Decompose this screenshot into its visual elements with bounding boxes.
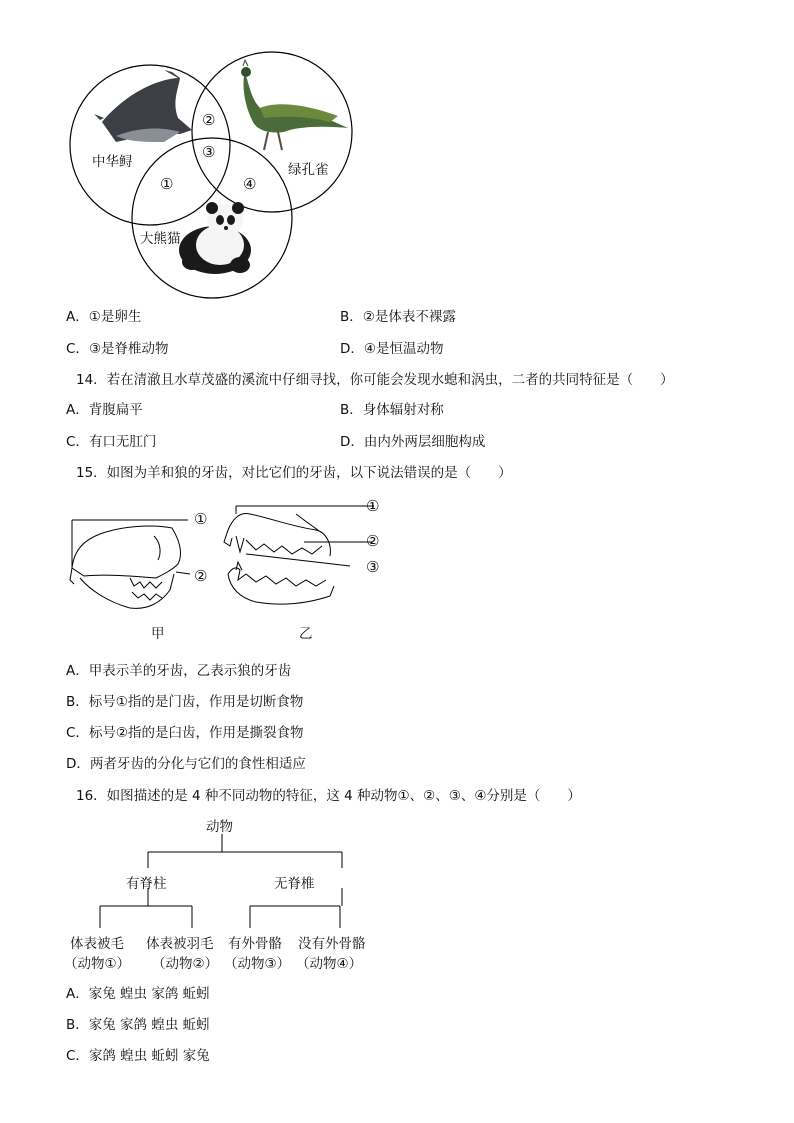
option-letter: C．: [66, 1048, 89, 1064]
q15-stem: 15．如图为羊和狼的牙齿，对比它们的牙齿，以下说法错误的是（ ）: [76, 465, 512, 481]
venn-diagram: [60, 50, 360, 300]
venn-region-3: ③: [202, 143, 216, 161]
wolf-mark-2: ②: [366, 532, 380, 550]
option-text: 标号①指的是门齿，作用是切断食物: [88, 694, 304, 710]
tree-root: 动物: [206, 819, 233, 835]
q13-option-b[interactable]: [340, 305, 456, 325]
option-letter: D．: [340, 341, 364, 357]
option-text: ③是脊椎动物: [88, 341, 169, 357]
option-letter: C．: [66, 434, 89, 450]
classification-tree: [60, 812, 400, 972]
option-letter: A．: [66, 663, 89, 679]
option-text: 由内外两层细胞构成: [363, 434, 486, 450]
option-text: 两者牙齿的分化与它们的食性相适应: [89, 756, 306, 772]
option-text: ①是卵生: [88, 309, 142, 325]
wolf-skull: [224, 506, 374, 604]
option-text: 家兔 蝗虫 家鸽 蚯蚓: [88, 986, 210, 1002]
tree-leaf-4-trait: 没有外骨骼: [298, 936, 366, 952]
teeth-svg: [60, 490, 400, 650]
tree-leaf-3-animal: （动物③）: [224, 956, 291, 972]
venn-region-4: ④: [243, 175, 257, 193]
option-letter: B．: [340, 309, 363, 325]
option-letter: B．: [66, 1017, 89, 1033]
sheep-skull: [70, 520, 190, 608]
option-letter: C．: [66, 725, 89, 741]
option-text: ④是恒温动物: [363, 341, 444, 357]
q15-option-a[interactable]: [66, 659, 291, 679]
option-text: 标号②指的是臼齿，作用是撕裂食物: [88, 725, 304, 741]
option-letter: B．: [340, 402, 363, 418]
option-letter: C．: [66, 341, 89, 357]
panda-image: [179, 202, 251, 274]
option-text: 身体辐射对称: [362, 402, 444, 418]
q14-stem: 14．若在清澈且水草茂盛的溪流中仔细寻找，你可能会发现水螅和涡虫，二者的共同特征是（ ）: [76, 372, 674, 388]
tree-invertebrate: 无脊椎: [274, 876, 315, 892]
option-text: 家兔 家鸽 蝗虫 蚯蚓: [88, 1017, 210, 1033]
q14-option-b[interactable]: [340, 398, 444, 418]
venn-label-sturgeon: 中华鲟: [92, 154, 133, 170]
q13-option-c[interactable]: [66, 337, 169, 357]
peacock-image: [241, 60, 348, 150]
q14-option-a[interactable]: [66, 398, 143, 418]
option-letter: A．: [66, 402, 89, 418]
wolf-label: 乙: [299, 626, 313, 642]
teeth-figure: [60, 490, 400, 650]
option-letter: B．: [66, 694, 89, 710]
tree-leaf-1-animal: （动物①）: [64, 956, 131, 972]
q16-option-a[interactable]: [66, 982, 210, 1002]
q16-option-c[interactable]: [66, 1044, 210, 1064]
venn-region-1: ①: [160, 175, 174, 193]
wolf-mark-3: ③: [366, 558, 380, 576]
option-text: ②是体表不裸露: [362, 309, 456, 325]
tree-leaf-2-trait: 体表被羽毛: [146, 936, 214, 952]
q15-option-b[interactable]: [66, 690, 303, 710]
q15-option-c[interactable]: [66, 721, 304, 741]
q16-stem: 16．如图描述的是 4 种不同动物的特征，这 4 种动物①、②、③、④分别是（ ）: [76, 788, 581, 804]
venn-label-peacock: 绿孔雀: [288, 162, 329, 178]
venn-region-2: ②: [202, 111, 216, 129]
sturgeon-image: [94, 70, 192, 142]
q13-option-a[interactable]: [66, 305, 141, 325]
tree-vertebrate: 有脊柱: [126, 876, 167, 892]
wolf-mark-1: ①: [366, 497, 380, 515]
venn-label-panda: 大熊猫: [140, 231, 181, 247]
sheep-label: 甲: [151, 626, 165, 642]
tree-leaf-4-animal: （动物④）: [296, 956, 363, 972]
tree-leaf-1-trait: 体表被毛: [70, 936, 124, 952]
q15-option-d[interactable]: [66, 752, 306, 772]
sheep-mark-1: ①: [194, 510, 208, 528]
sheep-mark-2: ②: [194, 567, 208, 585]
option-text: 有口无肛门: [88, 434, 157, 450]
option-text: 甲表示羊的牙齿，乙表示狼的牙齿: [88, 663, 292, 679]
q14-option-d[interactable]: [340, 430, 485, 450]
tree-leaf-2-animal: （动物②）: [152, 956, 219, 972]
option-letter: D．: [66, 756, 90, 772]
q16-option-b[interactable]: [66, 1013, 210, 1033]
option-letter: D．: [340, 434, 364, 450]
option-text: 家鸽 蝗虫 蚯蚓 家兔: [88, 1048, 210, 1064]
option-letter: A．: [66, 309, 89, 325]
tree-leaf-3-trait: 有外骨骼: [228, 936, 282, 952]
option-text: 背腹扁平: [88, 402, 143, 418]
q14-option-c[interactable]: [66, 430, 156, 450]
option-letter: A．: [66, 986, 89, 1002]
q13-option-d[interactable]: [340, 337, 444, 357]
